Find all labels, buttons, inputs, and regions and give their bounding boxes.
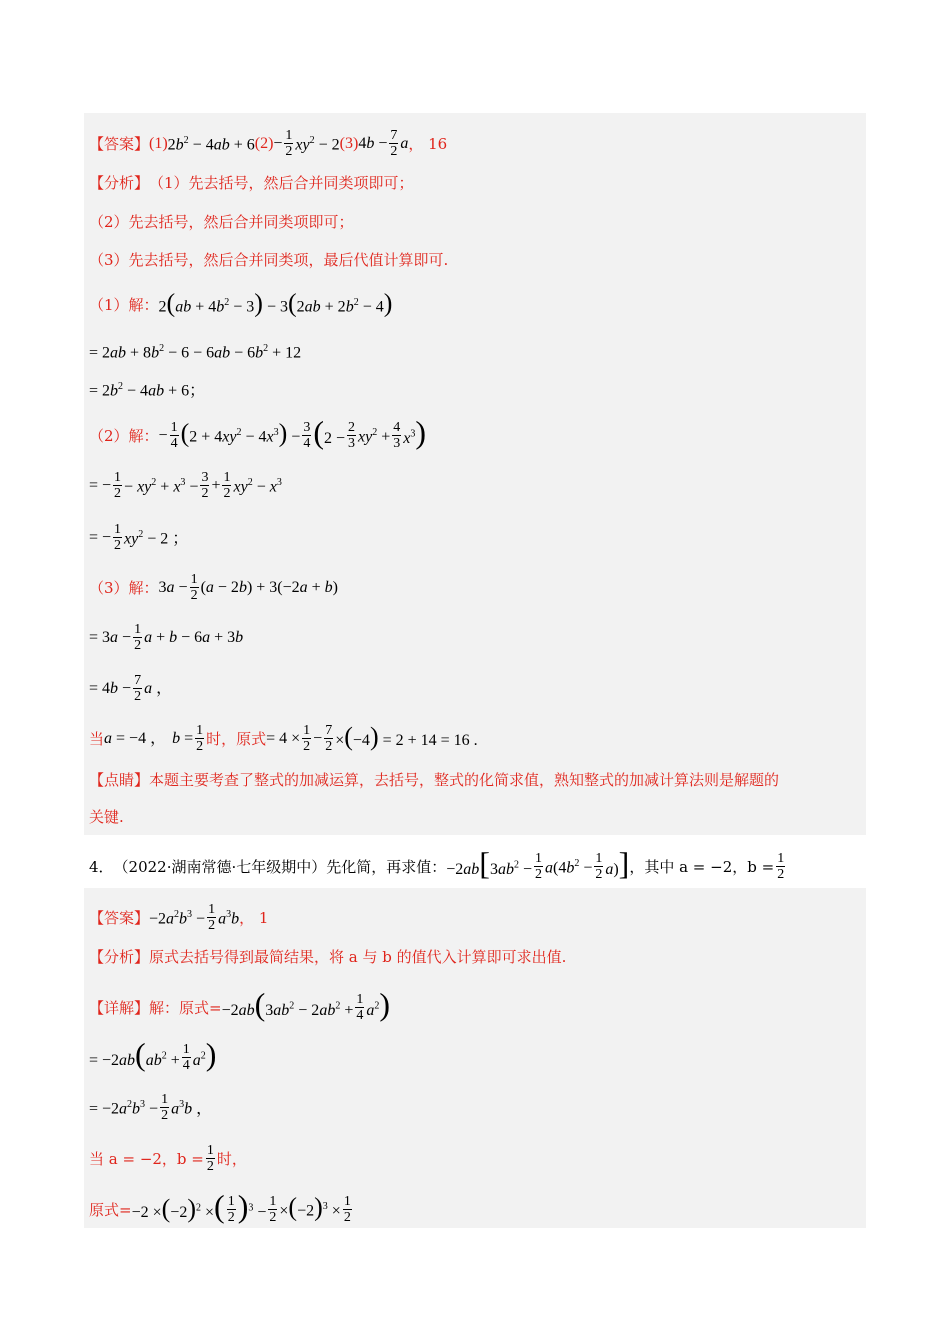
q4-substitution: 当 a = −2，b = $\frac{1}{2}$ 时， bbox=[89, 1143, 247, 1174]
question-number: 4． bbox=[89, 857, 114, 876]
comment-line-2: 关键. bbox=[89, 808, 124, 826]
analysis-label: 【分析】 bbox=[89, 174, 150, 192]
part2-step1: = − $\frac{1}{2}$ − $xy^2 + x^3$ − $\frac{3}{2}$ + $\frac{1}{2}$ $xy^2 - x^3$ bbox=[89, 470, 282, 501]
analysis-line-2: （2）先去括号，然后合并同类项即可； bbox=[89, 213, 354, 231]
part1-step1: = $2ab + 8b^2 - 6 - 6ab - 6b^2 + 12$ bbox=[89, 343, 302, 362]
part2-problem: （2）解： − $\frac{1}{4}$ $(2 + 4xy^2 - 4x^3)$ − $\frac{3}{4}$ (2 − $\frac{2}{3}$ $xy^2$ + $\frac{4}{3}$ $x^3$) bbox=[89, 414, 427, 451]
part1-step2: = $2b^2 - 4ab + 6$； bbox=[89, 381, 206, 400]
q4-final: 原式= $-2 \times(-2)^2$ ×( $\frac{1}{2}$ )$^3$ − $\frac{1}{2}$ $\times(-2)^3$ × $\frac{1}{2}$ bbox=[89, 1188, 351, 1225]
answer-line: 【答案】 (1) $2b^2 - 4ab + 6$ (2) − $\frac{1}{2}$ $xy^2 - 2$ (3) 4b − $\frac{7}{2}$ a ， 16 bbox=[89, 128, 448, 159]
comment-line-1: 【点睛】 本题主要考查了整式的加减运算，去括号，整式的化简求值，熟知整式的加减计算法则是解题的 bbox=[89, 771, 780, 789]
part3-step2: = 4b − $\frac{7}{2}$ a ， bbox=[89, 673, 173, 704]
part1-problem: （1）解： $2(ab + 4b^2 - 3) - 3(2ab + 2b^2 - 4)$ bbox=[89, 288, 393, 318]
analysis-line-3: （3）先去括号，然后合并同类项，最后代值计算即可. bbox=[89, 251, 449, 269]
q4-answer: 【答案】 $-2a^2b^3$ − $\frac{1}{2}$ $a^3b$ ， 1 bbox=[89, 902, 269, 933]
question-4: 4． （2022·湖南常德·七年级期中）先化简，再求值： $-2ab[3ab^2$ − $\frac{1}{2}$ $a(4b^2$ − $\frac{1}{2}$ a)] ，其中 a = −2，b = $\frac{1}{2}$ bbox=[89, 845, 785, 882]
comment-label: 【点睛】 bbox=[89, 771, 150, 789]
question-source: （2022·湖南常德·七年级期中）先化简，再求值： bbox=[113, 857, 447, 876]
part3-problem: （3）解： 3a − $\frac{1}{2}$ (a − 2b) + 3(−2a + b) bbox=[89, 572, 338, 603]
q4-detail: 【详解】 解：原式= $-2ab(3ab^2 - 2ab^2$ + $\frac{1}{4}$ $a^2$) bbox=[89, 986, 390, 1023]
answer-label: 【答案】 bbox=[89, 134, 150, 153]
q4-analysis: 【分析】 原式去括号得到最简结果，将 a 与 b 的值代入计算即可求出值. bbox=[89, 948, 567, 966]
part2-step2: = − $\frac{1}{2}$ $xy^2 - 2$ ； bbox=[89, 522, 189, 553]
part3-step1: = 3a − $\frac{1}{2}$ a + b − 6a + 3b bbox=[89, 622, 244, 653]
analysis-line-1: 【分析】 （1）先去括号，然后合并同类项即可； bbox=[89, 174, 414, 192]
q4-step1: = $-2ab(ab^2$ + $\frac{1}{4}$ $a^2$) bbox=[89, 1036, 217, 1073]
part3-substitution: 当 a = −4 ， b = $\frac{1}{2}$ 时，原式 = 4 × $\frac{1}{2}$ − $\frac{7}{2}$ ×(−4) = 2 + 14 = 16 . bbox=[89, 721, 478, 754]
q4-step2: = $-2a^2b^3$ − $\frac{1}{2}$ $a^3b$ ， bbox=[89, 1092, 213, 1123]
